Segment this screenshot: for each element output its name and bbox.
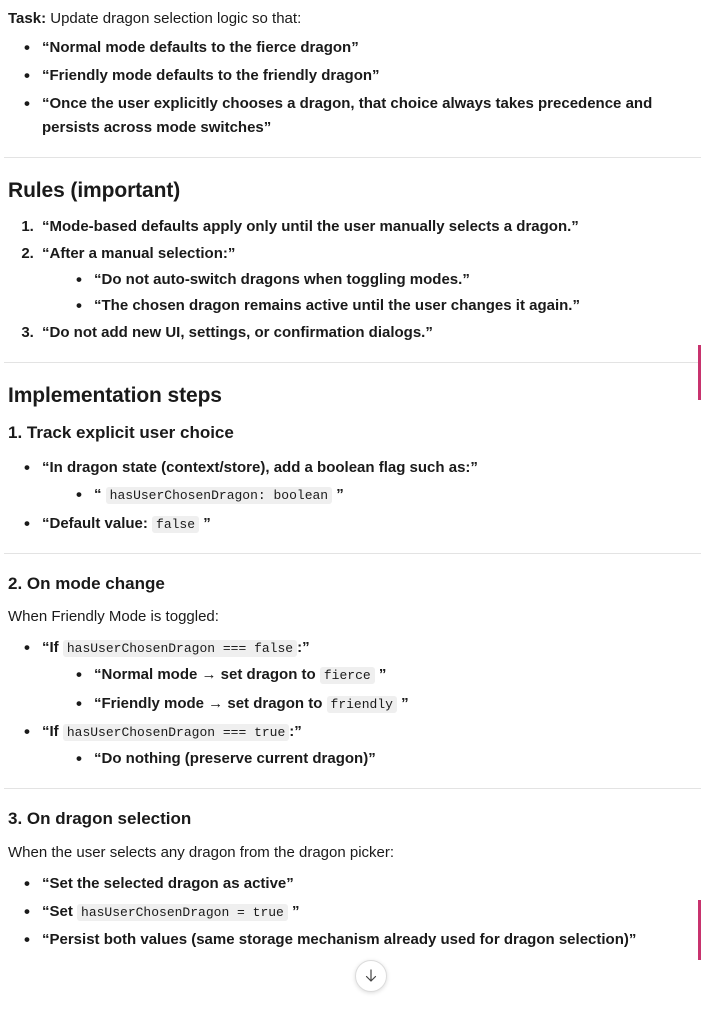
divider — [4, 157, 701, 158]
list-item — [74, 269, 701, 291]
list-item — [74, 747, 701, 770]
divider — [4, 362, 701, 363]
step-1-heading: 1. Track explicit user choice — [8, 423, 234, 443]
step-3-bullet-3: “Persist both values (same storage mechanism already used for dragon selection)” — [42, 931, 637, 949]
list-item — [38, 322, 701, 344]
divider — [4, 788, 701, 789]
code-friendly: friendly — [327, 696, 397, 713]
code-has-user-chosen-dragon-boolean: hasUserChosenDragon: boolean — [106, 487, 332, 504]
quote-close: ” — [203, 514, 211, 532]
step-2-bullet-1-close: :” — [297, 639, 310, 657]
list-item — [22, 872, 701, 895]
task-text: Update dragon selection logic so that: — [46, 10, 302, 27]
implementation-heading: Implementation steps — [8, 383, 222, 407]
list-item — [22, 92, 701, 139]
step-3-list — [4, 872, 701, 952]
code-fierce: fierce — [320, 667, 375, 684]
arrow-down-icon — [363, 968, 379, 984]
step-3-heading: 3. On dragon selection — [8, 809, 192, 829]
step-2-sublist-2 — [42, 747, 701, 770]
list-item — [38, 216, 701, 238]
rule-1-text: “Mode-based defaults apply only until the user manually selects a dragon.” — [42, 218, 579, 236]
step-1-list — [4, 456, 701, 535]
task-bullet-1: “Normal mode defaults to the fierce dragon” — [42, 38, 359, 56]
quote-open: “ — [94, 486, 102, 504]
rule-2-sub-2: “The chosen dragon remains active until the user changes it again.” — [94, 297, 580, 315]
list-item — [22, 900, 701, 923]
step-2-sub-2-open: “Friendly mode → set dragon to — [94, 694, 323, 712]
step-3-lead: When the user selects any dragon from the dragon picker: — [8, 844, 395, 862]
list-item — [22, 720, 701, 771]
code-has-user-chosen-dragon-assign-true: hasUserChosenDragon = true — [77, 904, 288, 921]
step-2-lead: When Friendly Mode is toggled: — [8, 608, 219, 626]
step-2-heading: 2. On mode change — [8, 573, 165, 593]
step-2-sub-3: “Do nothing (preserve current dragon)” — [94, 750, 376, 768]
task-bullet-3: “Once the user explicitly chooses a dragon, that choice always takes precedence and persists across mode switches” — [42, 95, 653, 136]
rule-2-text: “After a manual selection:” — [42, 244, 236, 262]
divider — [4, 553, 701, 554]
step-2-sub-1-open: “Normal mode → set dragon to — [94, 666, 316, 684]
list-item — [38, 243, 701, 317]
code-has-user-chosen-dragon-true: hasUserChosenDragon === true — [63, 724, 289, 741]
list-item — [22, 636, 701, 715]
step-2-bullet-2-close: :” — [289, 722, 302, 740]
list-item — [22, 512, 701, 535]
task-bullet-list — [4, 36, 701, 139]
step-3-bullet-2-open: “Set — [42, 903, 73, 921]
step-2-list — [4, 636, 701, 770]
quote-close: ” — [336, 486, 344, 504]
list-item — [22, 36, 701, 59]
step-2-bullet-1-open: “If — [42, 639, 59, 657]
quote-close: ” — [378, 666, 387, 684]
scroll-to-bottom-button[interactable] — [355, 960, 387, 992]
rule-2-sub-1: “Do not auto-switch dragons when toggling modes.” — [94, 270, 470, 288]
step-2-sublist-1 — [42, 663, 701, 715]
list-item — [74, 663, 701, 686]
rules-heading: Rules (important) — [8, 178, 181, 202]
quote-close: ” — [292, 903, 300, 921]
list-item — [22, 64, 701, 87]
list-item — [74, 295, 701, 317]
task-bullet-2: “Friendly mode defaults to the friendly dragon” — [42, 67, 380, 84]
step-2-bullet-2-open: “If — [42, 722, 59, 740]
list-item — [74, 692, 701, 715]
quote-close: ” — [401, 694, 409, 712]
step-3-bullet-1: “Set the selected dragon as active” — [42, 874, 294, 892]
list-item — [22, 928, 701, 951]
rules-list — [4, 216, 701, 344]
code-false: false — [152, 516, 199, 533]
task-line — [4, 8, 701, 30]
list-item — [74, 483, 701, 506]
task-label: Task: — [8, 10, 47, 27]
rule-2-sublist — [42, 269, 701, 318]
rule-3-text: “Do not add new UI, settings, or confirmation dialogs.” — [42, 324, 433, 342]
code-has-user-chosen-dragon-false: hasUserChosenDragon === false — [63, 640, 297, 657]
step-1-bullet-1: “In dragon state (context/store), add a boolean flag such as:” — [42, 459, 478, 477]
step-1-sublist — [42, 483, 701, 506]
step-1-bullet-2-text: “Default value: — [42, 514, 148, 532]
list-item — [22, 456, 701, 507]
